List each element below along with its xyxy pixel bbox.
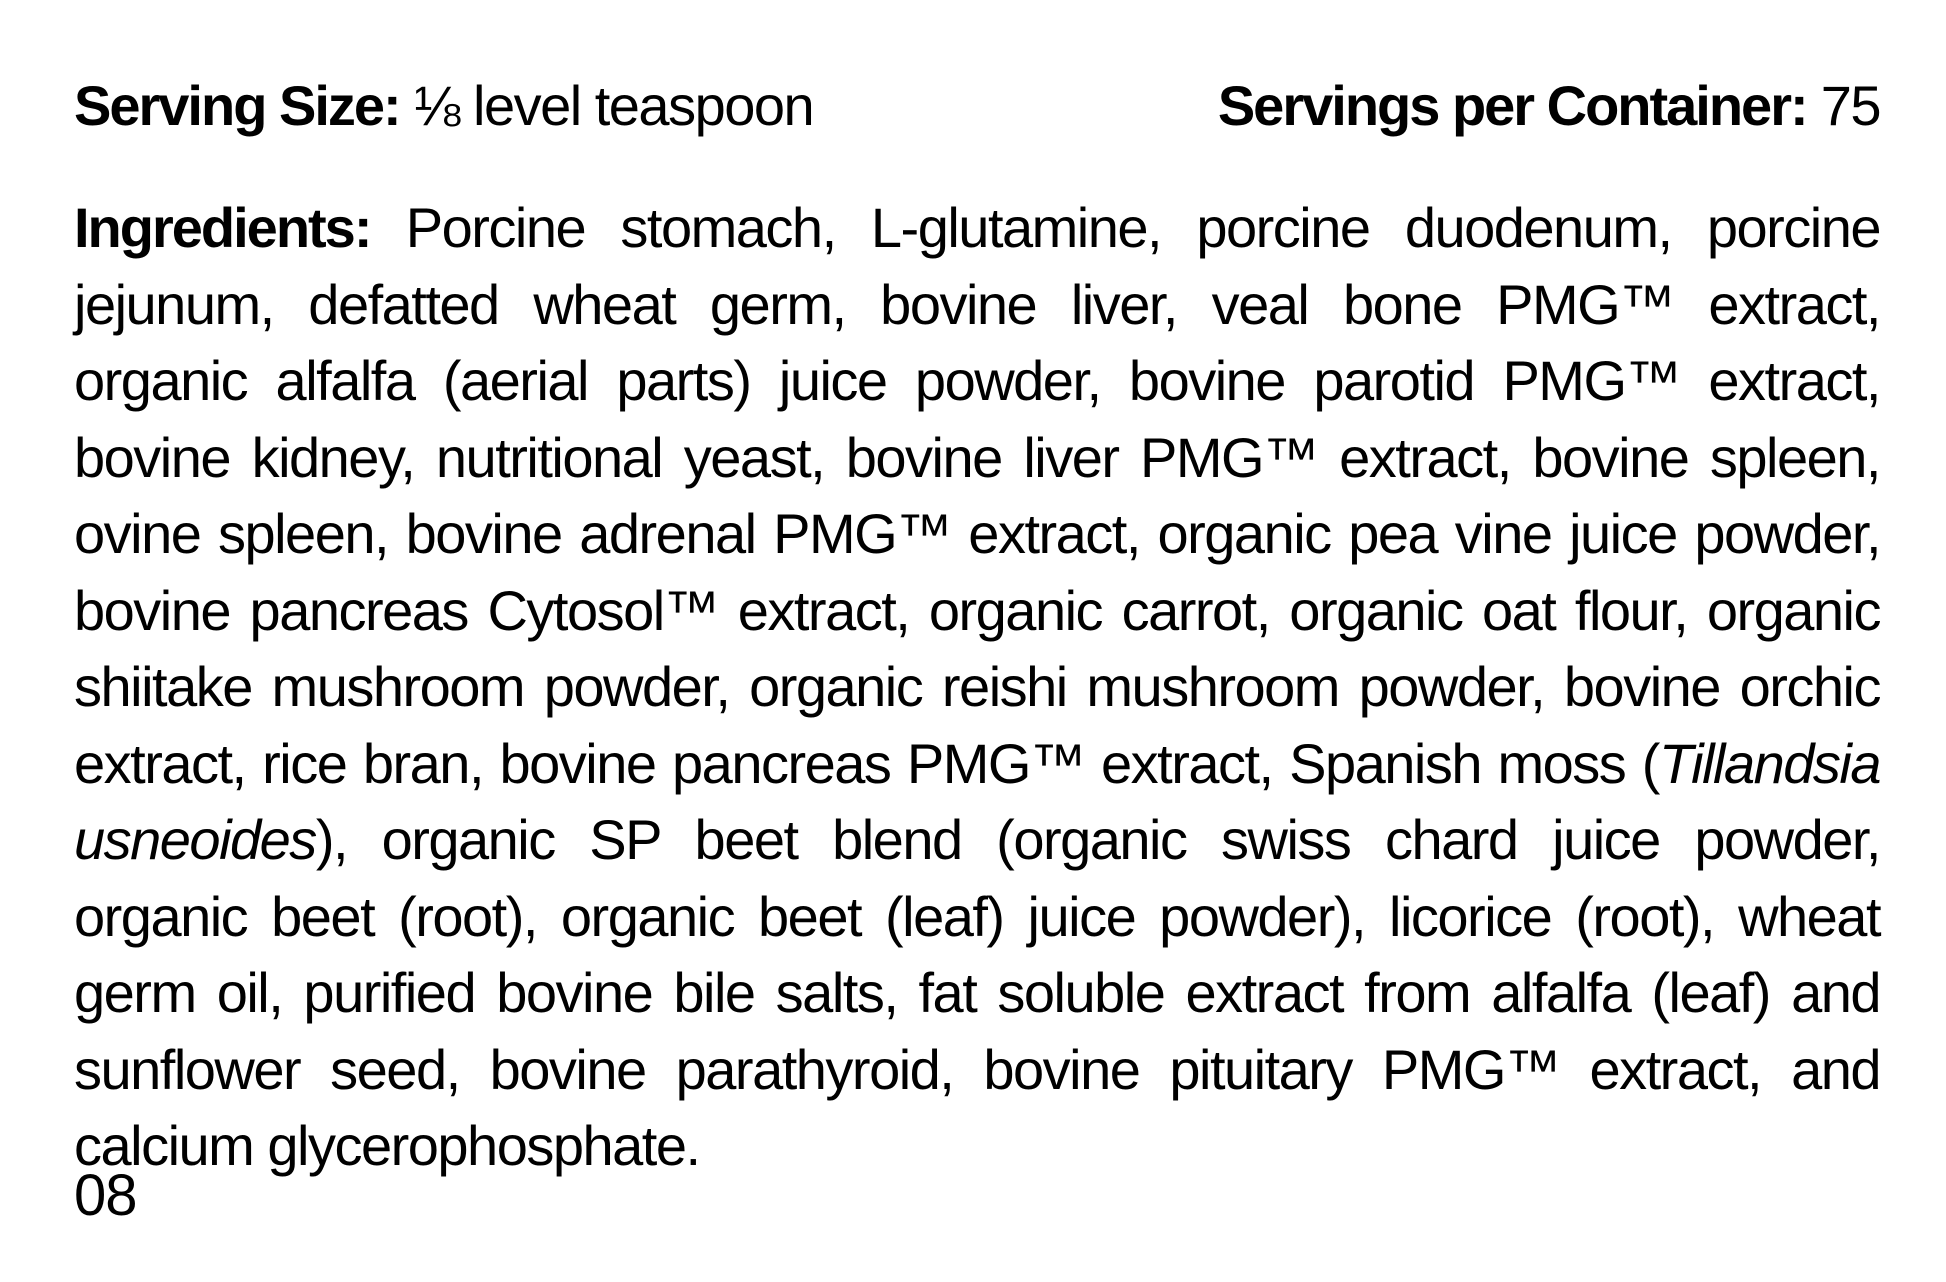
serving-size-value: ⅛ level teaspoon: [413, 74, 814, 137]
ingredients-italic-scientific-name: Tillandsia usneoides: [74, 731, 1880, 871]
ingredients-text-part-1: Porcine stomach, L-glutamine, porcine duodenum, porcine jejunum, defatted wheat germ, bovine liver, veal bone PMG™ extract, organic alfalfa (aerial parts) juice powder, bovine parotid PMG™ extract, bovine kidney, nutritional yeast, bovine liver PMG™ extract, bovine spleen, ovine spleen, bovine adrenal PMG™ extract, organic pea vine juice powder, bovine pancreas Cytosol™ extract, organic carrot, organic oat flour, organic shiitake mushroom powder, organic reishi mushroom powder, bovine orchic extract, rice bran, bovine pancreas PMG™ extract, Spanish moss (: [74, 196, 1880, 795]
servings-per-container-label: Servings per Container:: [1217, 74, 1807, 137]
servings-per-container: [1218, 68, 1880, 144]
serving-size-label: Serving Size:: [74, 74, 400, 137]
ingredients-paragraph: [74, 190, 1880, 1185]
lot-code: 08: [74, 1163, 137, 1228]
servings-per-container-value: 75: [1820, 74, 1880, 137]
supplement-label: [74, 68, 1880, 1241]
serving-size: [74, 68, 813, 144]
ingredients-label: Ingredients:: [74, 196, 371, 259]
ingredients-text-part-2: ), organic SP beet blend (organic swiss chard juice powder, organic beet (root), organic beet (leaf) juice powder), licorice (root), wheat germ oil, purified bovine bile salts, fat soluble extract from alfalfa (leaf) and sunflower seed, bovine parathyroid, bovine pituitary PMG™ extract, and calcium glycerophosphate.: [74, 808, 1880, 1177]
serving-info-row: [74, 68, 1880, 144]
